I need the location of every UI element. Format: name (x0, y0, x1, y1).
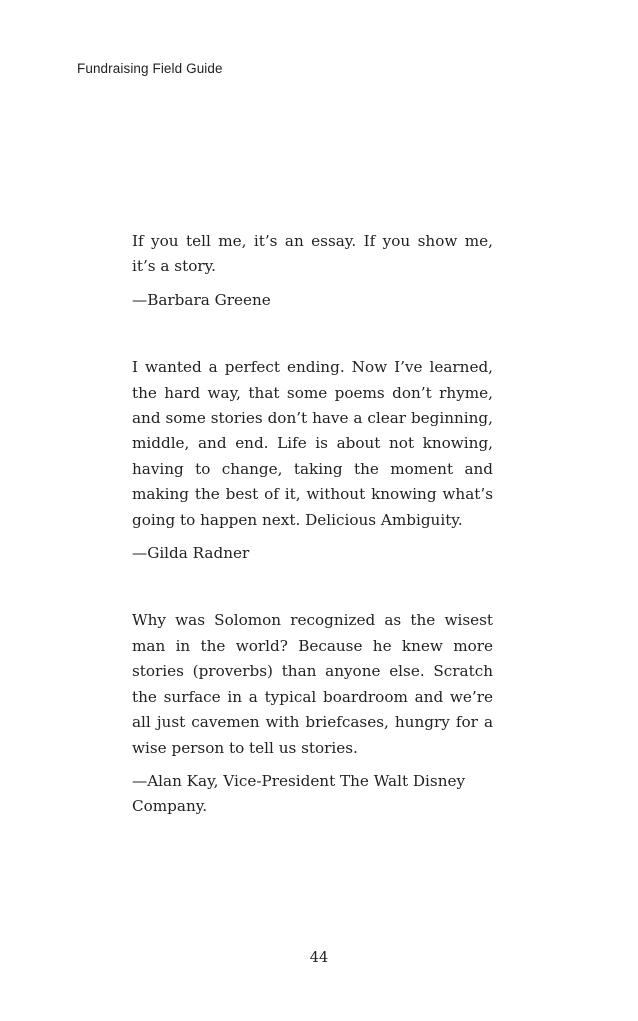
quote-block (132, 229, 493, 313)
quote-block (132, 608, 493, 819)
quote-text: If you tell me, it’s an essay. If you show me, it’s a story. (132, 232, 493, 276)
quote-text: I wanted a perfect ending. Now I’ve learned, the hard way, that some poems don’t rhyme, and some stories don’t have a clear beginning, middle, and end. Life is about not knowing, having to change, taking the moment and making the best of it, without knowing what’s going to happen next. Delicious Ambiguity. (132, 358, 493, 529)
quote-attribution: —Gilda Radner (132, 544, 250, 563)
quote-attribution: —Barbara Greene (132, 290, 271, 309)
quote-block (132, 355, 493, 566)
running-head: Fundraising Field Guide (77, 61, 223, 76)
page-number: 44 (309, 950, 329, 966)
quotes-section (132, 229, 493, 862)
quote-attribution: —Alan Kay, Vice-President The Walt Disney Company. (132, 771, 466, 816)
quote-text: Why was Solomon recognized as the wisest man in the world? Because he knew more stories (proverbs) than anyone else. Scratch the surface in a typical boardroom and we’re all just cavemen with briefcases, hungry for a wise person to tell us stories. (132, 611, 493, 757)
